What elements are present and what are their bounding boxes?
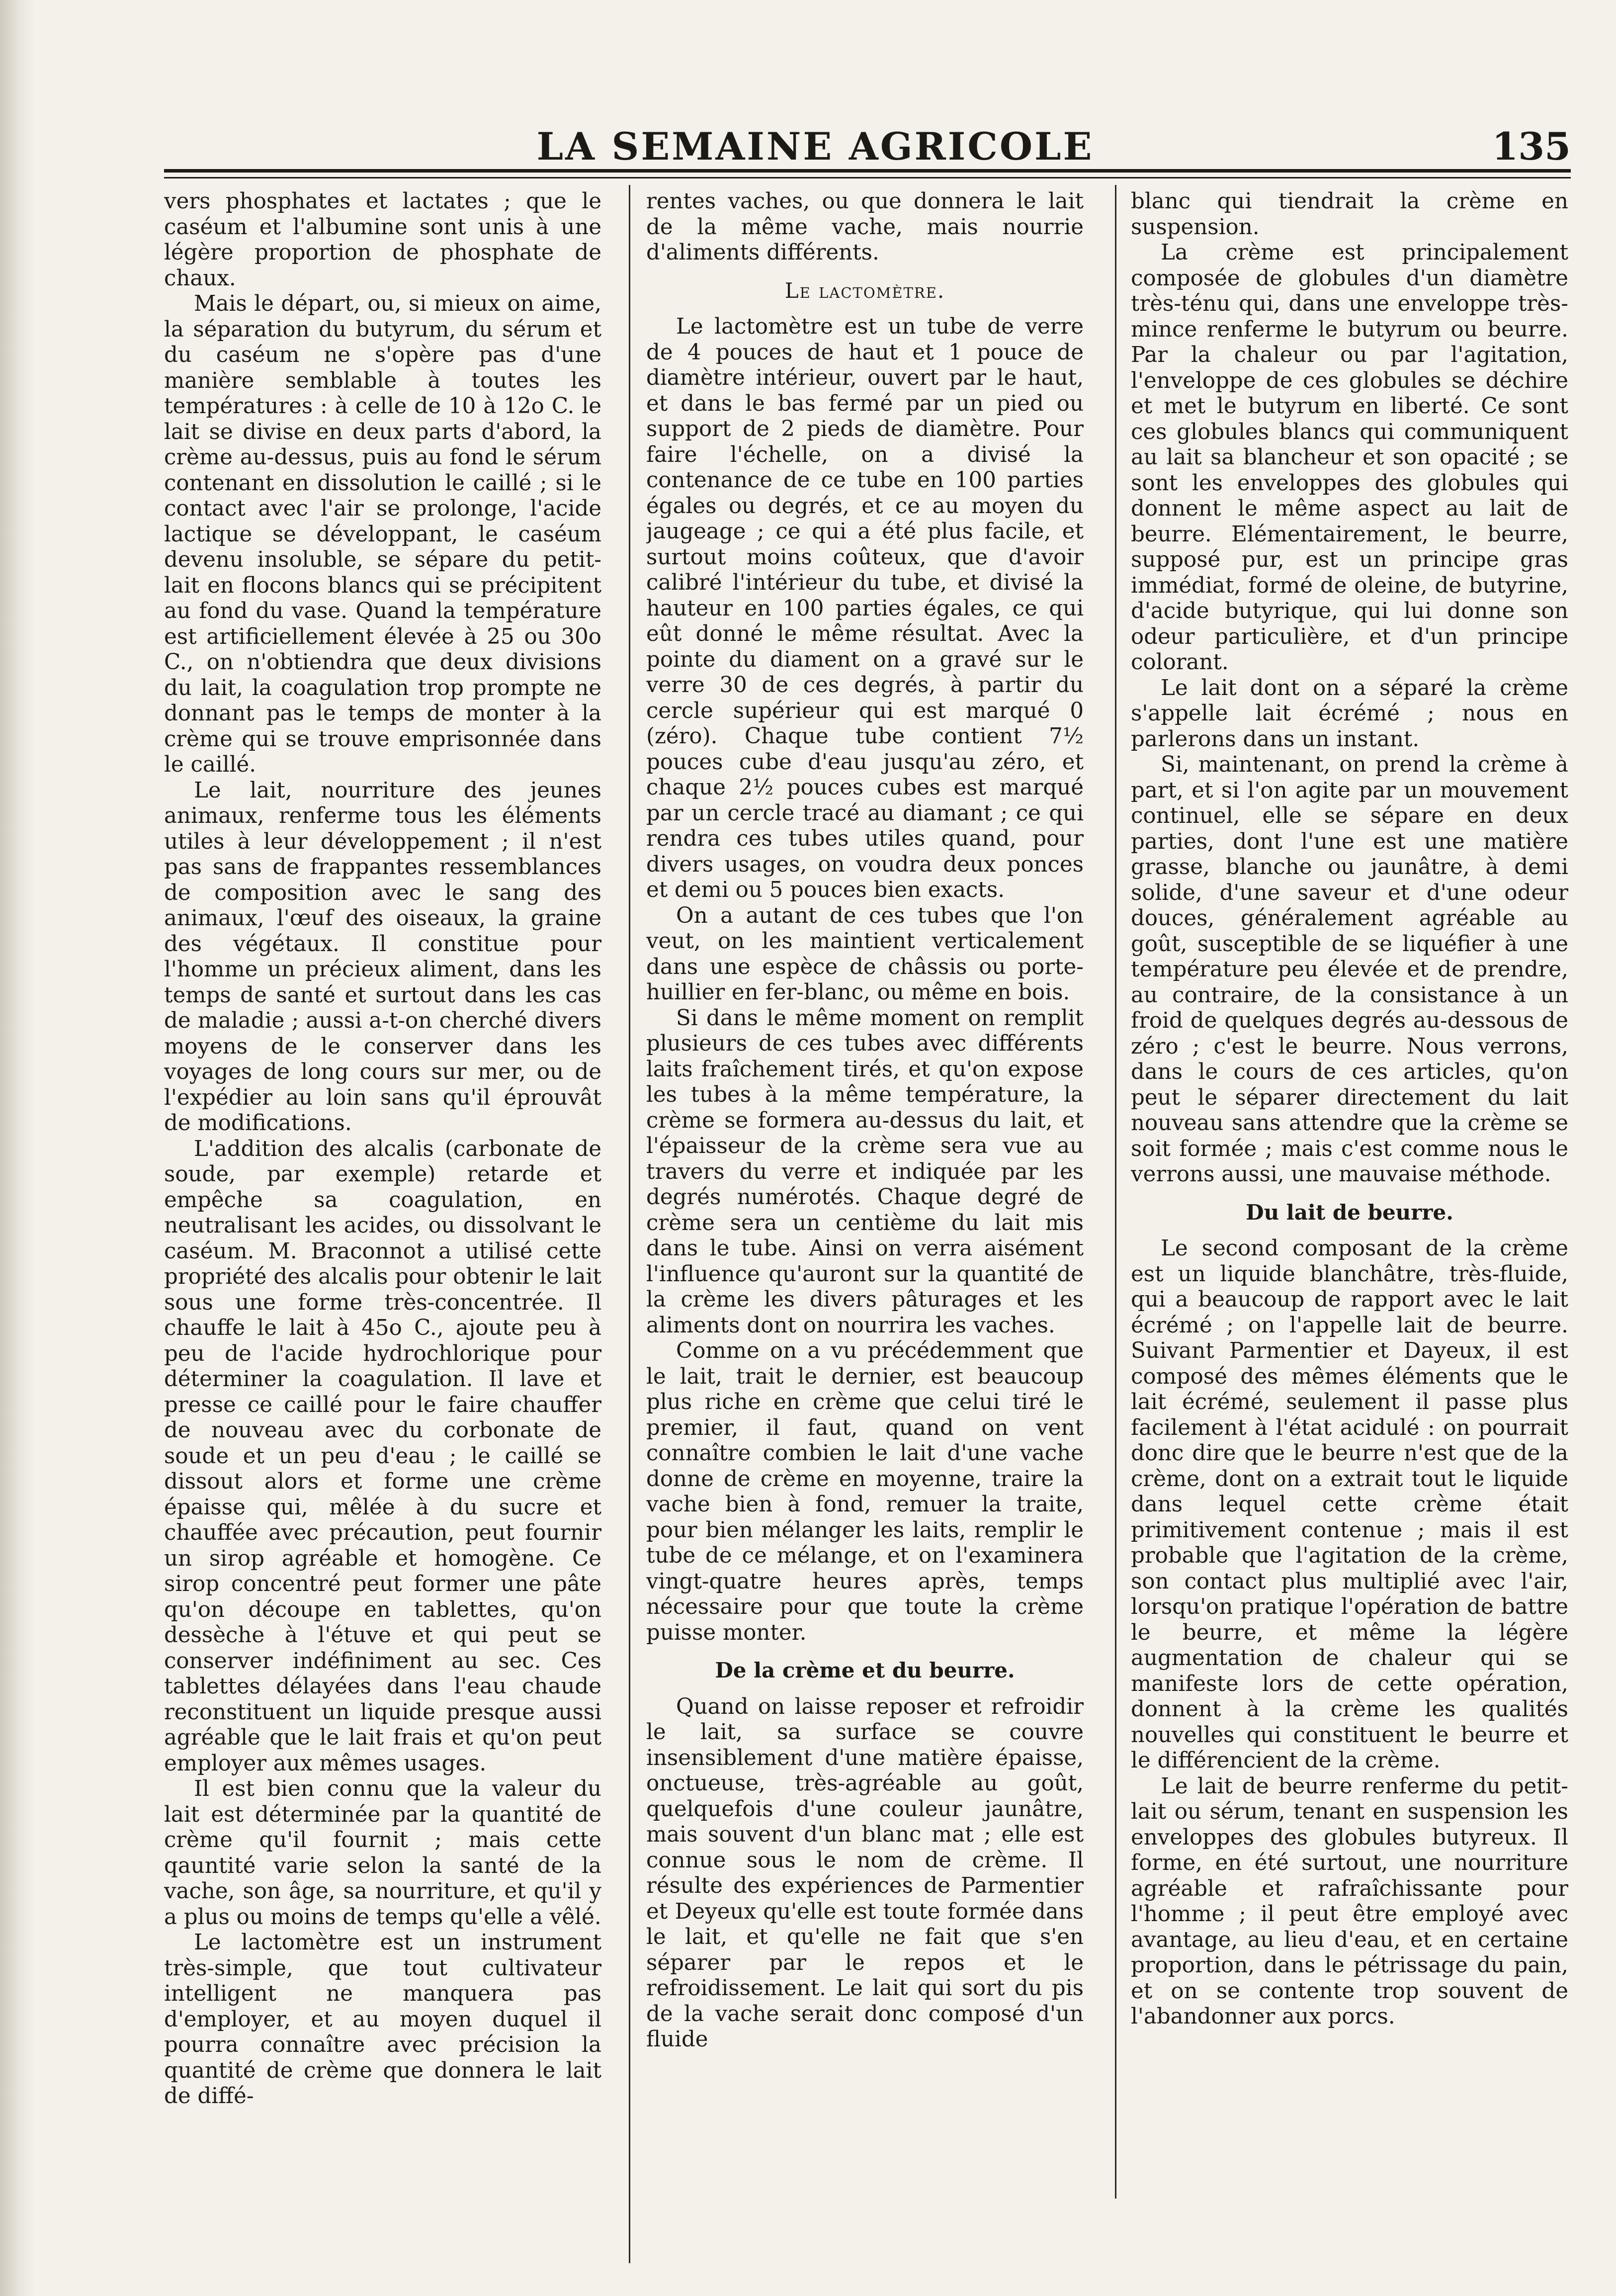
paragraph: Si dans le même moment on remplit plusieurs de ces tubes avec différents laits fraîchement tirés, et qu'on expose les tubes à la même température, la crème se formera au-dessus du lait, et l'épaisseur de la crème sera vue au travers du verre et indiquée par les degrés numérotés. Chaque degré de crème sera un centième du lait mis dans le tube. Ainsi on verra aisément l'influence qu'auront sur la quantité de la crème les divers pâturages et les aliments dont on nourrira les vaches. <box>646 1005 1084 1338</box>
journal-title: LA SEMAINE AGRICOLE <box>536 124 1094 169</box>
section-heading-lait-de-beurre: Du lait de beurre. <box>1246 1200 1453 1225</box>
paragraph: blanc qui tiendrait la crème en suspension. <box>1131 189 1568 240</box>
column-3 <box>1131 189 1568 2252</box>
paragraph: vers phosphates et lactates ; que le caséum et l'albumine sont unis à une légère proportion de phosphate de chaux. <box>164 189 601 291</box>
paragraph: Le second composant de la crème est un liquide blanchâtre, très-fluide, qui a beaucoup de rapport avec le lait écrémé ; on l'appelle lait de beurre. Suivant Parmentier et Dayeux, il est composé des mêmes éléments que le lait écrémé, seulement il passe plus facilement à l'état acidulé : on pourrait donc dire que le beurre n'est que de la crème, dont on a extrait tout le liquide dans lequel cette crème était primitivement contenue ; mais il est probable que l'agitation de la crème, son contact plus multiplié avec l'air, lorsqu'on pratique l'opération de battre le beurre, et même la légère augmentation de chaleur qui se manifeste lors de cette opération, donnent à la crème les qualités nouvelles qui constituent le beurre et le différencient de la crème. <box>1131 1236 1568 1773</box>
paragraph: Le lait de beurre renferme du petit-lait ou sérum, tenant en suspension les enveloppes des globules butyreux. Il forme, en été surtout, une nourriture agréable et rafraîchissante pour l'homme ; il peut être employé avec avantage, au lieu d'eau, et en certaine proportion, dans le pétrissage du pain, et on se contente trop souvent de l'abandonner aux porcs. <box>1131 1773 1568 2029</box>
section-heading-lactometre: Le lactomètre. <box>784 278 945 303</box>
paragraph: L'addition des alcalis (carbonate de soude, par exemple) retarde et empêche sa coagulation, en neutralisant les acides, ou dissolvant le caséum. M. Braconnot a utilisé cette propriété des alcalis pour obtenir le lait sous une forme très-concentrée. Il chauffe le lait à 45o C., ajoute peu à peu de l'acide hydrochlorique pour déterminer la coagulation. Il lave et presse ce caillé pour le faire chauffer de nouveau avec du corbonate de soude et un peu d'eau ; le caillé se dissout alors et forme une crème épaisse qui, mêlée à du sucre et chauffée avec précaution, peut fournir un sirop agréable et homogène. Ce sirop concentré peut former une pâte qu'on découpe en tablettes, qu'on dessèche à l'étuve et qui peut se conserver indéfiniment au sec. Ces tablettes délayées dans l'eau chaude reconstituent un liquide presque aussi agréable que le lait frais et qu'on peut employer aux mêmes usages. <box>164 1136 601 1776</box>
paragraph: Comme on a vu précédemment que le lait, trait le dernier, est beaucoup plus riche en crème que celui tiré le premier, il faut, quand on vent connaître combien le lait d'une vache donne de crème en moyenne, traire la vache bien à fond, remuer la traite, pour bien mélanger les laits, remplir le tube de ce mélange, et on l'examinera vingt-quatre heures après, temps nécessaire pour que toute la crème puisse monter. <box>646 1338 1084 1645</box>
paragraph: Le lactomètre est un instrument très-simple, que tout cultivateur intelligent ne manquera pas d'employer, et au moyen duquel il pourra connaître avec précision la quantité de crème que donnera le lait de diffé- <box>164 1930 601 2109</box>
page-binding-edge <box>0 0 35 2296</box>
paragraph: Le lait, nourriture des jeunes animaux, renferme tous les éléments utiles à leur développement ; il n'est pas sans de frappantes ressemblances de composition avec le sang des animaux, l'œuf des oiseaux, la graine des végétaux. Il constitue pour l'homme un précieux aliment, dans les temps de santé et surtout dans les cas de maladie ; aussi a-t-on cherché divers moyens de le conserver dans les voyages de long cours sur mer, ou de l'expédier au loin sans qu'il éprouvât de modifications. <box>164 778 601 1136</box>
column-divider-left <box>629 185 630 2263</box>
column-1 <box>164 189 601 2252</box>
column-2 <box>646 189 1084 2252</box>
paragraph: On a autant de ces tubes que l'on veut, on les maintient verticalement dans une espèce de châssis ou porte-huillier en fer-blanc, ou même en bois. <box>646 903 1084 1005</box>
paragraph: Le lait dont on a séparé la crème s'appelle lait écrémé ; nous en parlerons dans un instant. <box>1131 675 1568 752</box>
column-divider-right <box>1115 185 1116 2199</box>
paragraph: Quand on laisse reposer et refroidir le lait, sa surface se couvre insensiblement d'une matière épaisse, onctueuse, très-agréable au goût, quelquefois d'une couleur jaunâtre, mais souvent d'un blanc mat ; elle est connue sous le nom de crème. Il résulte des expériences de Parmentier et Deyeux qu'elle est toute formée dans le lait, et qu'elle ne fait que s'en séparer par le repos et le refroidissement. Le lait qui sort du pis de la vache serait donc composé d'un fluide <box>646 1694 1084 2052</box>
header-rule-thin <box>164 177 1571 178</box>
page-number: 135 <box>1492 124 1571 169</box>
paragraph: Le lactomètre est un tube de verre de 4 pouces de haut et 1 pouce de diamètre intérieur, ouvert par le haut, et dans le bas fermé par un pied ou support de 2 pieds de diamètre. Pour faire l'échelle, on a divisé la contenance de ce tube en 100 parties égales ou degrés, et ce au moyen du jaugeage ; ce qui a été plus facile, et surtout moins coûteux, que d'avoir calibré l'intérieur du tube, et divisé la hauteur en 100 parties égales, ce qui eût donné le même résultat. Avec la pointe du diament on a gravé sur le verre 30 de ces degrés, à partir du cercle supérieur qui est marqué 0 (zéro). Chaque tube contient 7½ pouces cube d'eau jusqu'au zéro, et chaque 2½ pouces cubes est marqué par un cercle tracé au diamant ; ce qui rendra ces tubes utiles quand, pour divers usages, on voudra deux ponces et demi ou 5 pouces bien exacts. <box>646 314 1084 902</box>
paragraph: La crème est principalement composée de globules d'un diamètre très-ténu qui, dans une enveloppe très-mince renferme le butyrum ou beurre. Par la chaleur ou par l'agitation, l'enveloppe de ces globules se déchire et met le butyrum en liberté. Ce sont ces globules blancs qui communiquent au lait sa blancheur et son opacité ; se sont les enveloppes des globules qui donnent le même aspect au lait de beurre. Elémentairement, le beurre, supposé pur, est un principe gras immédiat, formé de oleine, de butyrine, d'acide butyrique, qui lui donne son odeur particulière, et d'un principe colorant. <box>1131 240 1568 675</box>
paragraph: Si, maintenant, on prend la crème à part, et si l'on agite par un mouvement continuel, elle se sépare en deux parties, dont l'une est une matière grasse, blanche ou jaunâtre, à demi solide, d'une saveur et d'une odeur douces, généralement agréable au goût, susceptible de se liquéfier à une température peu élevée et de prendre, au contraire, de la consistance à un froid de quelques degrés au-dessous de zéro ; c'est le beurre. Nous verrons, dans le cours de ces articles, qu'on peut le séparer directement du lait nouveau sans attendre que la crème se soit formée ; mais c'est comme nous le verrons aussi, une mauvaise méthode. <box>1131 752 1568 1187</box>
paragraph: Il est bien connu que la valeur du lait est déterminée par la quantité de crème qu'il fournit ; mais cette qauntité varie selon la santé de la vache, son âge, sa nourriture, et qu'il y a plus ou moins de temps qu'elle a vêlé. <box>164 1776 601 1930</box>
section-heading-creme-beurre: De la crème et du beurre. <box>715 1658 1015 1682</box>
paragraph: Mais le départ, ou, si mieux on aime, la séparation du butyrum, du sérum et du caséum ne s'opère pas d'une manière semblable à toutes les températures : à celle de 10 à 12o C. le lait se divise en deux parts d'abord, la crème au-dessus, puis au fond le sérum contenant en dissolution le caillé ; si le contact avec l'air se prolonge, l'acide lactique se développant, le caséum devenu insoluble, se sépare du petit-lait en flocons blancs qui se précipitent au fond du vase. Quand la température est artificiellement élevée à 25 ou 30o C., on n'obtiendra que deux divisions du lait, la coagulation trop prompte ne donnant pas le temps de monter à la crème qui se trouve emprisonnée dans le caillé. <box>164 291 601 777</box>
paragraph: rentes vaches, ou que donnera le lait de la même vache, mais nourrie d'aliments différents. <box>646 189 1084 265</box>
header-rule-thick <box>164 169 1571 173</box>
